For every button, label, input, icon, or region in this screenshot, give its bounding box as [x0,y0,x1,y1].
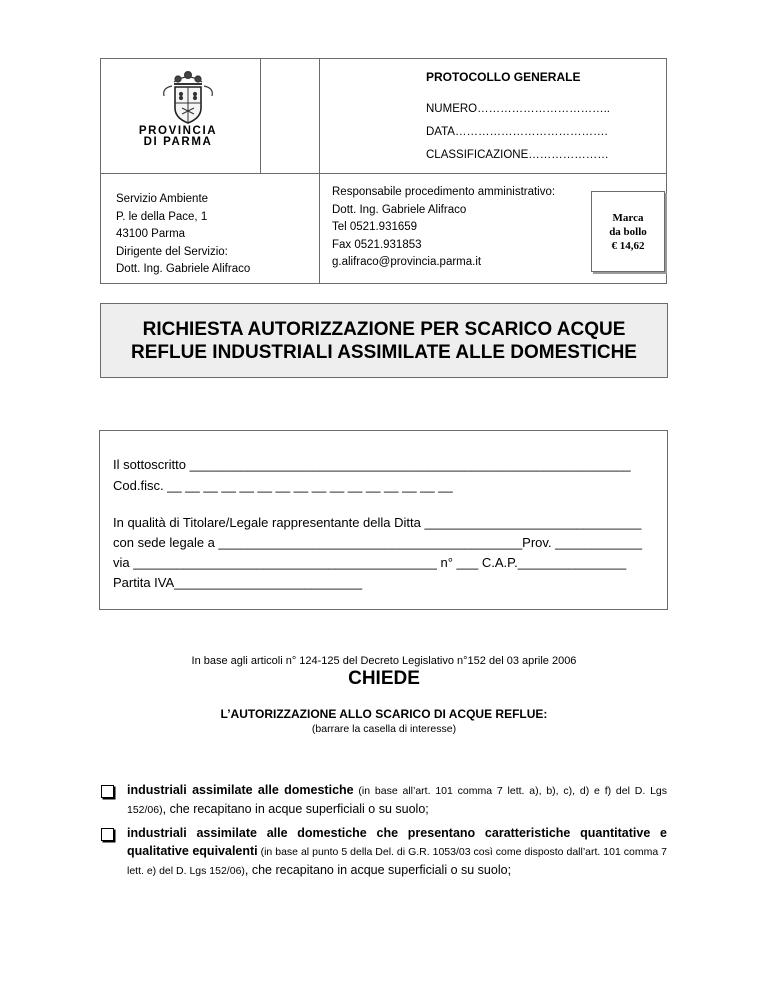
service-line: Dott. Ing. Gabriele Alifraco [116,263,251,275]
header-vertical-divider-2 [319,58,320,284]
stamp-line1: Marca [612,211,644,224]
authorization-note: (barrare la casella di interesse) [311,723,457,735]
request-heading: CHIEDE [348,668,420,689]
option-text-2 [127,824,667,880]
tax-code-field[interactable]: Cod.fisc. __ __ __ __ __ __ __ __ __ __ __ __ __ __ __ __ [113,478,453,493]
header-top-border [100,58,667,59]
responsible-line: Fax 0521.931853 [332,238,422,251]
province-name-line1: PROVINCIA [138,125,218,137]
document-title-box [100,303,668,378]
protocol-date-field: DATA…………………………………. [426,126,608,138]
responsible-email: g.alifraco@provincia.parma.it [332,256,482,268]
header-right-border [666,58,667,284]
responsible-line: Dott. Ing. Gabriele Alifraco [332,203,467,216]
responsible-line: Tel 0521.931659 [332,221,418,233]
service-line: P. le della Pace, 1 [116,210,208,223]
option-1-reference: (in base all’art. 101 comma 7 lett. a), b), c), d) e f) del D. Lgs 152/06) [127,785,667,816]
stamp-amount: € 14,62 [611,239,645,252]
option-checkbox-1[interactable] [101,785,114,798]
service-line: Servizio Ambiente [116,193,209,205]
province-name [125,126,231,148]
document-title-line1: RICHIESTA AUTORIZZAZIONE PER SCARICO ACQUE [142,318,626,340]
service-line: 43100 Parma [116,228,186,240]
protocol-title: PROTOCOLLO GENERALE [426,70,581,84]
revenue-stamp-box [591,191,665,272]
responsible-line: Responsabile procedimento amministrativo: [332,186,556,198]
vat-number-field[interactable]: Partita IVA__________________________ [113,575,363,590]
protocol-classification-field: CLASSIFICAZIONE………………… [426,149,609,161]
option-2-rest: , che recapitano in acque superficiali o su suolo; [244,863,512,877]
header-horizontal-divider [100,173,666,174]
legal-basis-text: In base agli articoli n° 124-125 del Decreto Legislativo n°152 del 03 aprile 2006 [191,655,577,667]
authorization-heading: L’AUTORIZZAZIONE ALLO SCARICO DI ACQUE REFLUE: [220,707,548,721]
company-role-field[interactable]: In qualità di Titolare/Legale rappresentante della Ditta ______________________________ [113,515,642,530]
service-info [116,191,250,279]
address-field[interactable]: via __________________________________________ n° ___ C.A.P._______________ [113,555,627,570]
province-name-line2: DI PARMA [143,136,213,148]
province-crest-logo [138,70,238,126]
option-1-bold: industriali assimilate alle domestiche [127,783,354,797]
option-2-reference: (in base al punto 5 della Del. di G.R. 1053/03 così come disposto dall’art. 101 comma 7 lett. e) del D. Lgs 152/06) [127,846,667,877]
header-left-border [100,58,101,284]
service-line: Dirigente del Servizio: [116,245,228,258]
header-bottom-border [100,283,667,284]
option-1-rest: , che recapitano in acque superficiali o su suolo; [162,802,429,816]
header-vertical-divider-1 [260,58,261,173]
stamp-line2: da bollo [609,225,647,238]
registered-office-field[interactable]: con sede legale a __________________________________________Prov. ____________ [113,535,642,550]
protocol-number-field: NUMERO…………………………….. [426,103,610,115]
option-text-1 [127,781,667,819]
document-title-line2: REFLUE INDUSTRIALI ASSIMILATE ALLE DOMESTICHE [131,341,637,363]
option-2-bold: industriali assimilate alle domestiche che presentano caratteristiche quantitative e qualitative equivalenti [127,826,667,858]
responsible-info [332,184,555,272]
option-checkbox-2[interactable] [101,828,114,841]
applicant-name-field[interactable]: Il sottoscritto _____________________________________________________________ [113,457,631,472]
